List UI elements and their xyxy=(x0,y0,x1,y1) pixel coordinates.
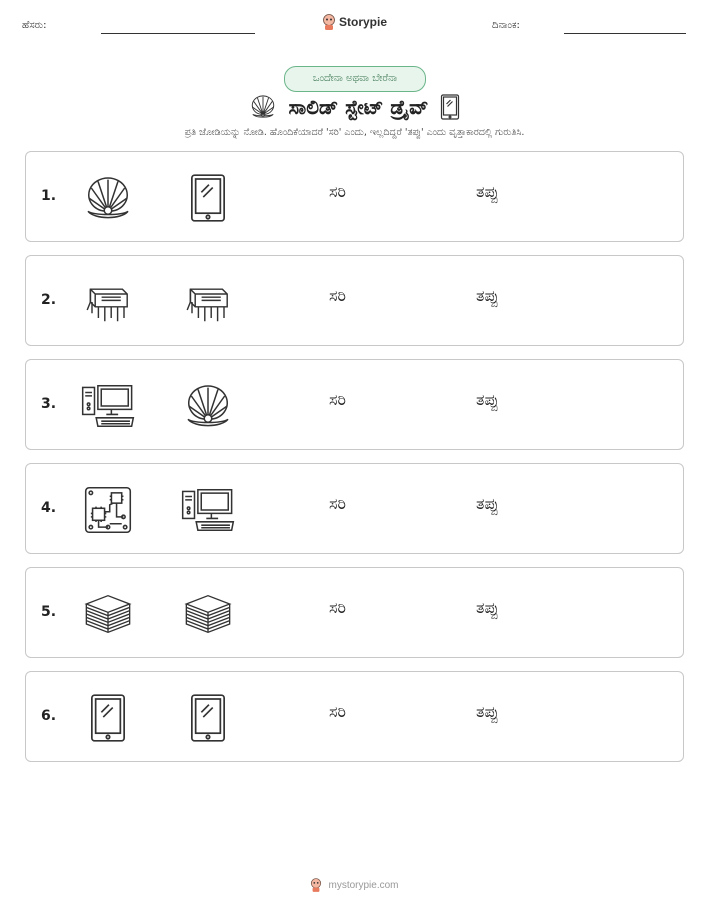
shell-icon xyxy=(249,94,277,120)
option-true[interactable]: ಸರಿ xyxy=(329,494,346,513)
desktop-computer-icon xyxy=(78,376,138,436)
worksheet-type-badge: ಒಂದೇನಾ ಅಥವಾ ಬೇರೆನಾ xyxy=(284,66,426,92)
title-row xyxy=(0,90,709,124)
question-number: 6. xyxy=(41,708,57,724)
date-label: ದಿನಾಂಕ: xyxy=(492,20,520,31)
question-card xyxy=(25,567,684,658)
option-false[interactable]: ತಪ್ಪು xyxy=(476,598,499,617)
option-true[interactable]: ಸರಿ xyxy=(329,390,346,409)
worksheet-header xyxy=(0,12,709,42)
question-card xyxy=(25,463,684,554)
footer xyxy=(0,878,709,892)
question-number: 1. xyxy=(41,188,57,204)
question-card xyxy=(25,151,684,242)
option-false[interactable]: ತಪ್ಪು xyxy=(476,390,499,409)
name-label: ಹೆಸರು: xyxy=(22,20,47,31)
question-number: 3. xyxy=(41,396,57,412)
tablet-icon xyxy=(78,688,138,748)
tablet-icon xyxy=(178,168,238,228)
storage-stack-icon xyxy=(178,584,238,644)
chip-icon xyxy=(178,272,238,332)
chip-icon xyxy=(78,272,138,332)
option-false[interactable]: ತಪ್ಪು xyxy=(476,702,499,721)
question-number: 2. xyxy=(41,292,57,308)
option-true[interactable]: ಸರಿ xyxy=(329,598,346,617)
option-true[interactable]: ಸರಿ xyxy=(329,702,346,721)
storage-stack-icon xyxy=(78,584,138,644)
question-card xyxy=(25,255,684,346)
option-false[interactable]: ತಪ್ಪು xyxy=(476,182,499,201)
storypie-mascot-icon xyxy=(310,878,322,892)
name-line[interactable] xyxy=(101,33,255,34)
brand-name: Storypie xyxy=(339,15,388,29)
shell-icon xyxy=(178,376,238,436)
question-card xyxy=(25,359,684,450)
date-line[interactable] xyxy=(564,33,686,34)
option-false[interactable]: ತಪ್ಪು xyxy=(476,286,499,305)
question-number: 4. xyxy=(41,500,57,516)
shell-icon xyxy=(78,168,138,228)
page-title: ಸಾಲಿಡ್ ಸ್ಟೇಟ್ ಡ್ರೈವ್ xyxy=(288,95,429,119)
option-true[interactable]: ಸರಿ xyxy=(329,286,346,305)
storypie-mascot-icon xyxy=(322,14,336,30)
circuit-board-icon xyxy=(78,480,138,540)
tablet-icon xyxy=(440,94,460,120)
question-card xyxy=(25,671,684,762)
brand-logo xyxy=(322,14,387,30)
option-true[interactable]: ಸರಿ xyxy=(329,182,346,201)
option-false[interactable]: ತಪ್ಪು xyxy=(476,494,499,513)
tablet-icon xyxy=(178,688,238,748)
instructions: ಪ್ರತಿ ಜೋಡಿಯನ್ನು ನೋಡಿ. ಹೊಂದಿಕೆಯಾದರೆ 'ಸರಿ' ಎಂದು, ಇಲ್ಲದಿದ್ದರೆ 'ತಪ್ಪು' ಎಂದು ವೃತ್ತಾಕಾರದಲ್ಲಿ ಗುರುತಿಸಿ. xyxy=(184,127,525,138)
desktop-computer-icon xyxy=(178,480,238,540)
question-number: 5. xyxy=(41,604,57,620)
footer-url: mystorypie.com xyxy=(328,879,399,891)
